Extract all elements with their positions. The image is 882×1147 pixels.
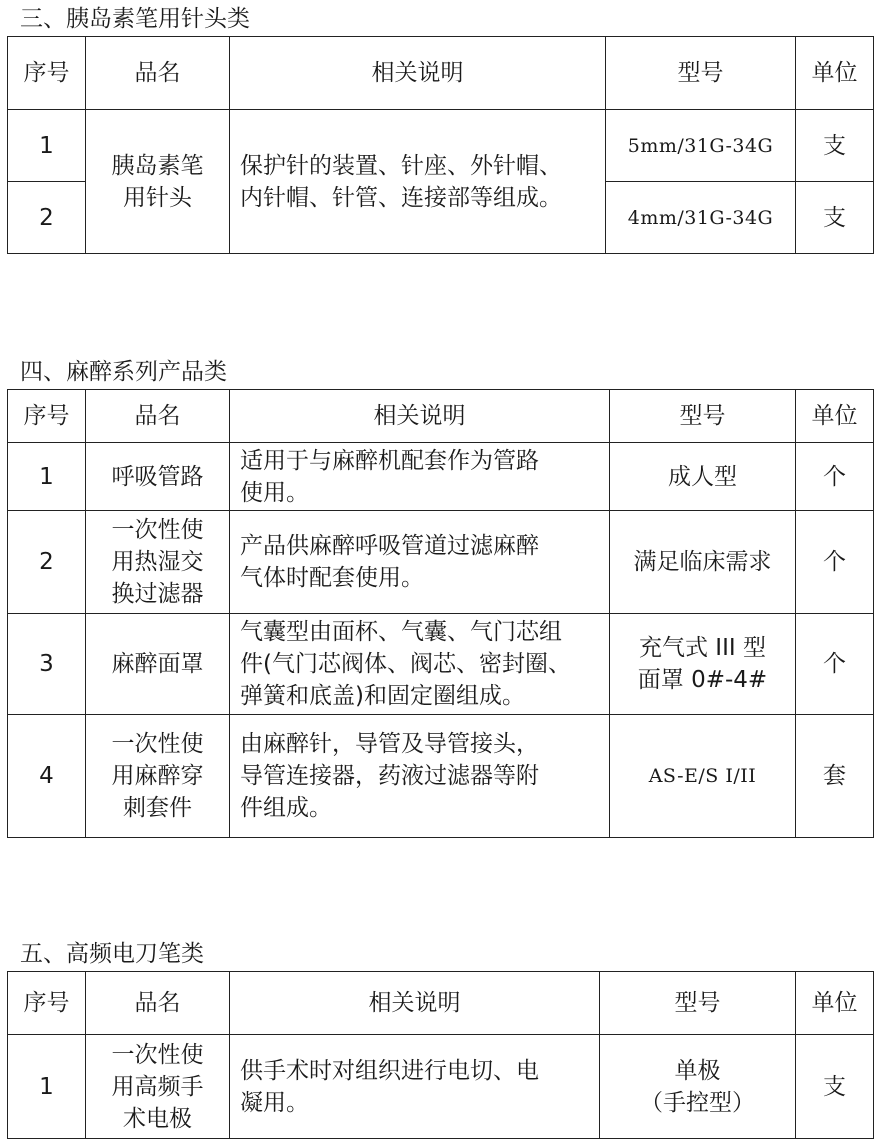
cell-unit: 个 (796, 443, 874, 511)
cell-unit: 支 (796, 110, 874, 182)
section-title: 三、胰岛素笔用针头类 (20, 6, 250, 32)
header-desc: 相关说明 (230, 390, 610, 443)
table-header-row (8, 972, 874, 1035)
cell-desc: 供手术时对组织进行电切、电 凝用。 (230, 1035, 600, 1139)
header-seq: 序号 (8, 390, 86, 443)
table-header-row (8, 390, 874, 443)
cell-seq: 1 (8, 443, 86, 511)
cell-unit: 支 (796, 1035, 874, 1139)
product-table (7, 971, 874, 1139)
cell-desc: 气囊型由面杯、气囊、气门芯组 件(气门芯阀体、阀芯、密封圈、 弹簧和底盖)和固定圈组成。 (230, 614, 610, 715)
cell-unit: 支 (796, 182, 874, 254)
header-model: 型号 (610, 390, 796, 443)
cell-model: 单极 （手控型） (600, 1035, 796, 1139)
table-row (8, 614, 874, 715)
table-row (8, 443, 874, 511)
cell-seq: 3 (8, 614, 86, 715)
table-row (8, 715, 874, 838)
cell-seq: 4 (8, 715, 86, 838)
cell-name: 一次性使 用热湿交 换过滤器 (86, 511, 230, 614)
header-seq: 序号 (8, 972, 86, 1035)
cell-seq: 2 (8, 182, 86, 254)
cell-model: AS-E/S I/II (610, 715, 796, 838)
product-table (7, 36, 874, 254)
header-unit: 单位 (796, 972, 874, 1035)
cell-model: 4mm/31G-34G (606, 182, 796, 254)
cell-name: 麻醉面罩 (86, 614, 230, 715)
cell-unit: 个 (796, 511, 874, 614)
header-unit: 单位 (796, 37, 874, 110)
header-model: 型号 (600, 972, 796, 1035)
cell-desc: 适用于与麻醉机配套作为管路 使用。 (230, 443, 610, 511)
cell-desc: 保护针的装置、针座、外针帽、 内针帽、针管、连接部等组成。 (230, 110, 606, 254)
cell-seq: 2 (8, 511, 86, 614)
header-desc: 相关说明 (230, 37, 606, 110)
header-desc: 相关说明 (230, 972, 600, 1035)
cell-model: 5mm/31G-34G (606, 110, 796, 182)
cell-unit: 个 (796, 614, 874, 715)
header-seq: 序号 (8, 37, 86, 110)
cell-name: 胰岛素笔 用针头 (86, 110, 230, 254)
section-title: 五、高频电刀笔类 (20, 941, 204, 967)
cell-seq: 1 (8, 1035, 86, 1139)
section-title: 四、麻醉系列产品类 (20, 359, 227, 385)
cell-model: 充气式 III 型 面罩 0#-4# (610, 614, 796, 715)
table-row (8, 511, 874, 614)
cell-unit: 套 (796, 715, 874, 838)
table-row (8, 1035, 874, 1139)
cell-seq: 1 (8, 110, 86, 182)
product-table (7, 389, 874, 838)
cell-name: 一次性使 用高频手 术电极 (86, 1035, 230, 1139)
table-header-row (8, 37, 874, 110)
cell-desc: 产品供麻醉呼吸管道过滤麻醉 气体时配套使用。 (230, 511, 610, 614)
cell-name: 一次性使 用麻醉穿 刺套件 (86, 715, 230, 838)
table-row (8, 110, 874, 182)
header-name: 品名 (86, 390, 230, 443)
header-name: 品名 (86, 972, 230, 1035)
header-model: 型号 (606, 37, 796, 110)
cell-name: 呼吸管路 (86, 443, 230, 511)
header-name: 品名 (86, 37, 230, 110)
header-unit: 单位 (796, 390, 874, 443)
cell-model: 成人型 (610, 443, 796, 511)
cell-desc: 由麻醉针，导管及导管接头， 导管连接器，药液过滤器等附 件组成。 (230, 715, 610, 838)
cell-model: 满足临床需求 (610, 511, 796, 614)
